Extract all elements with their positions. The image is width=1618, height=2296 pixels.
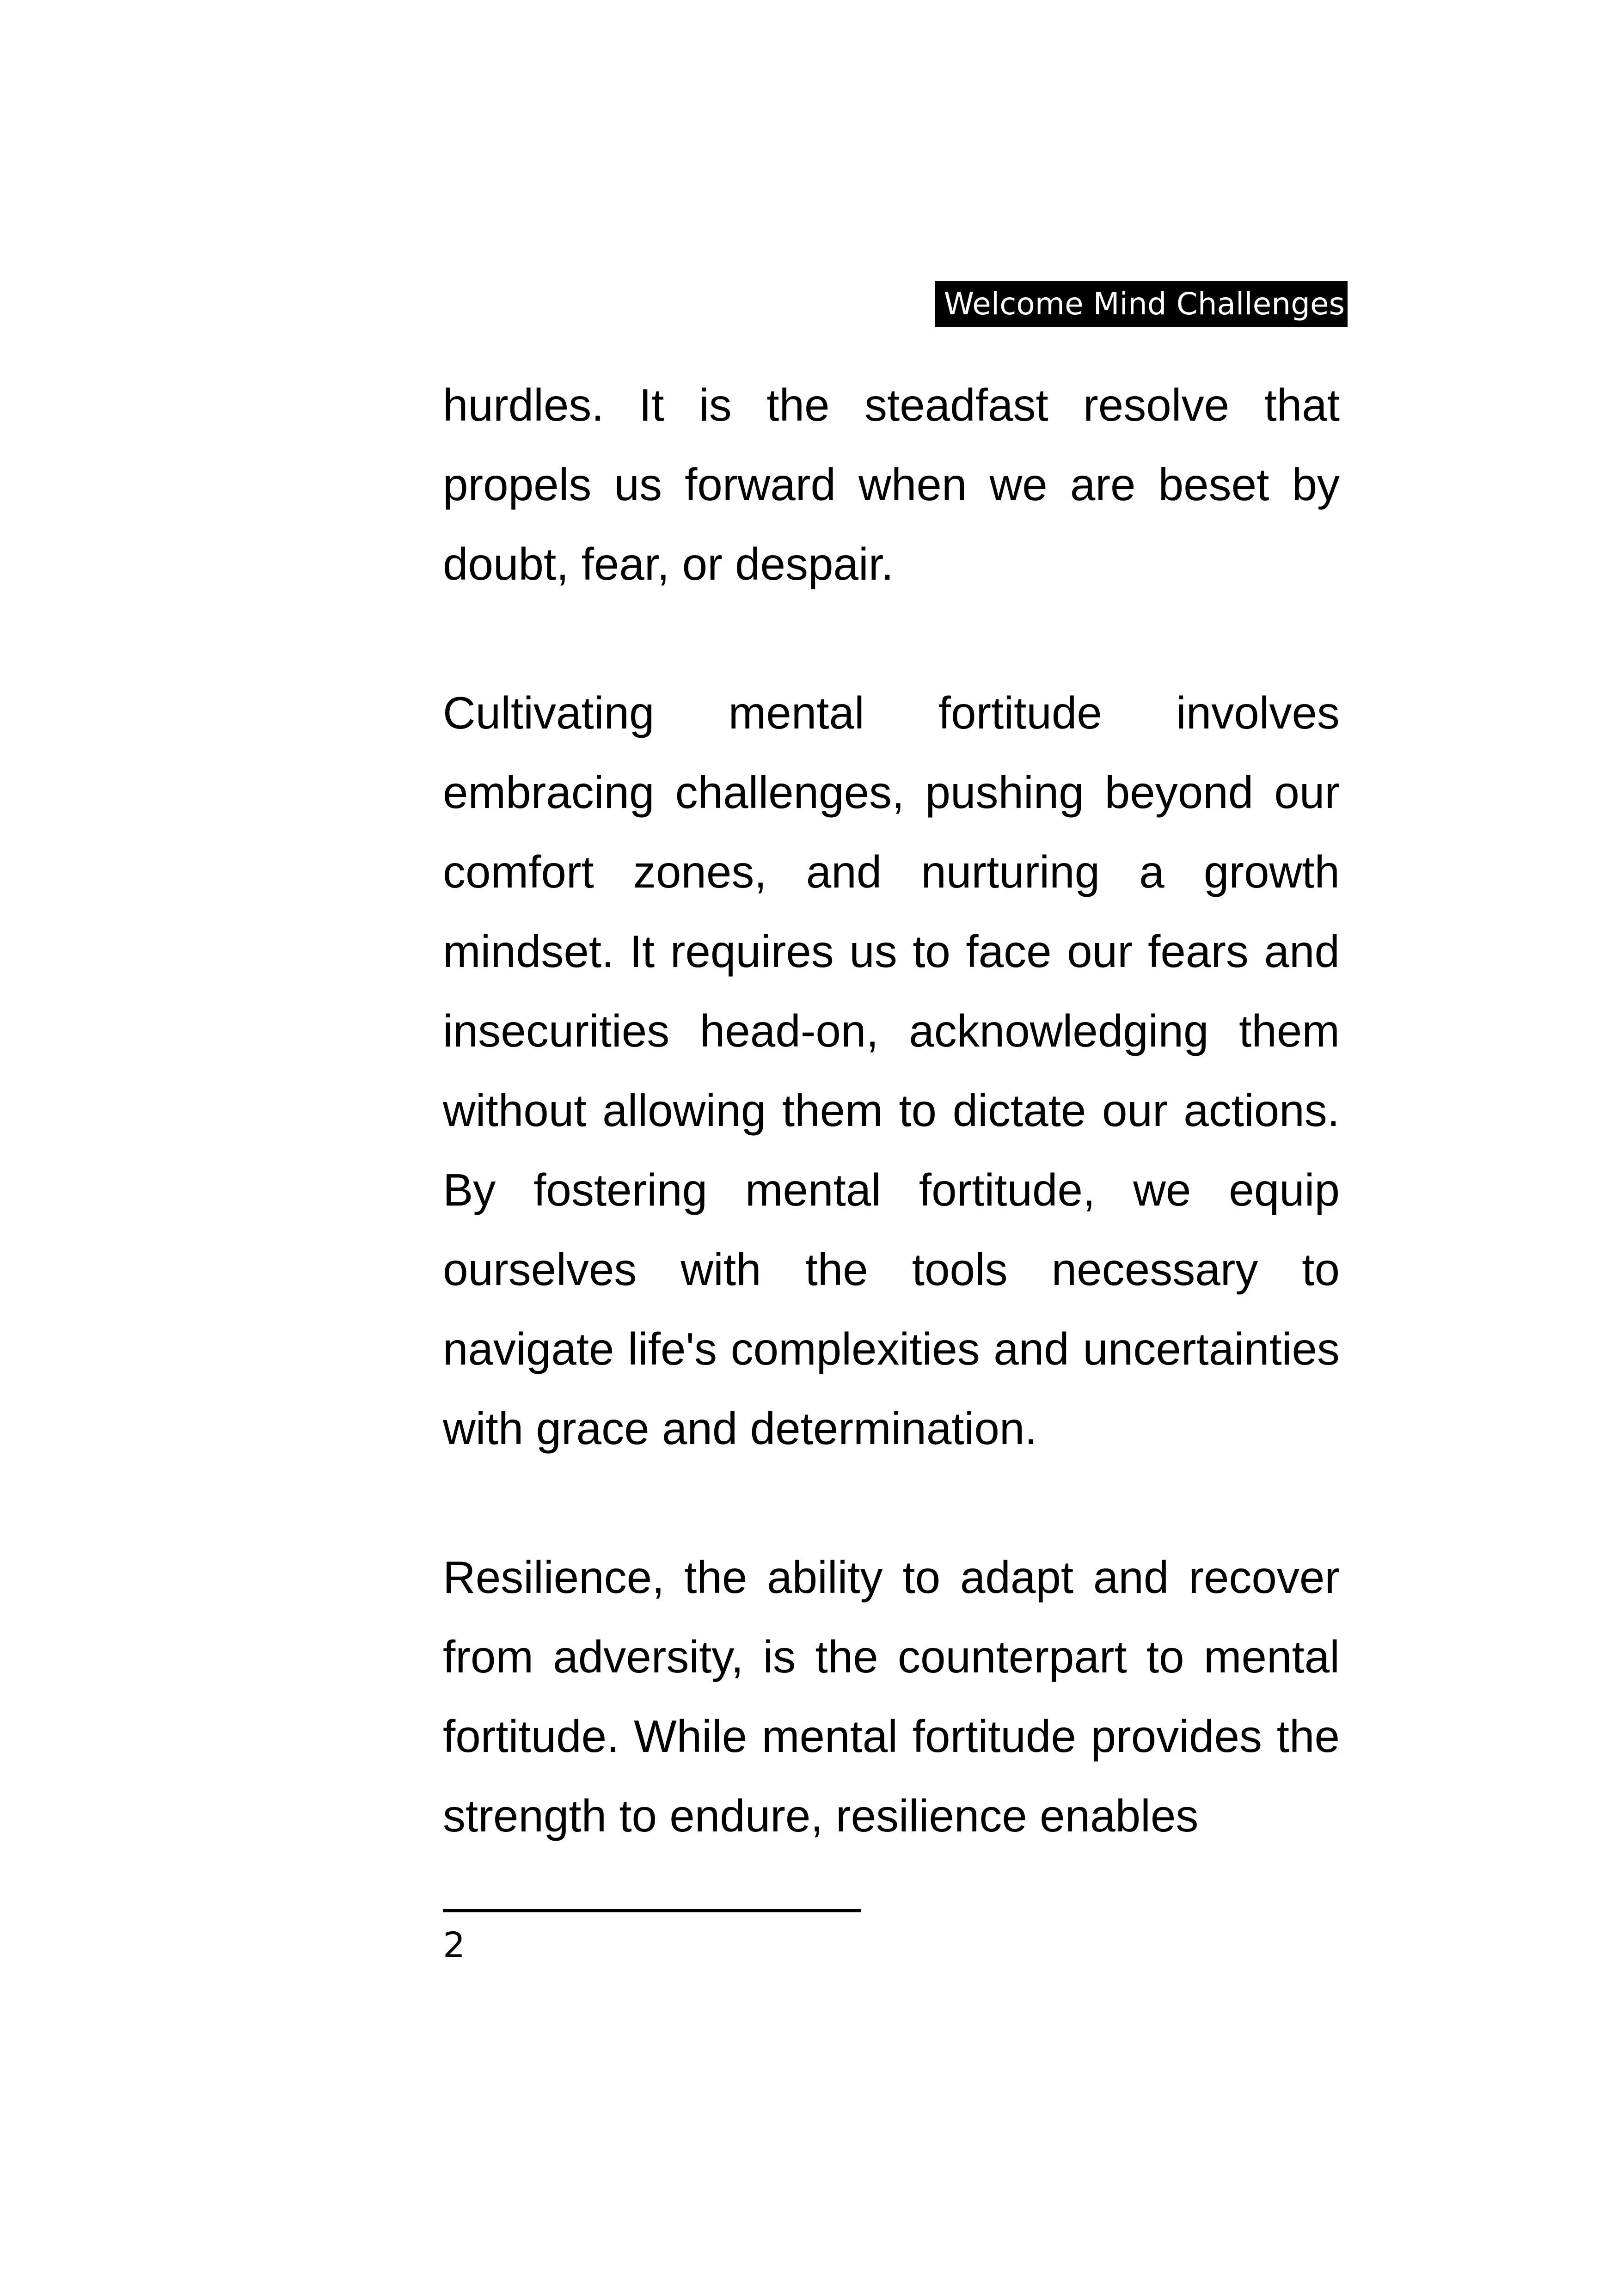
body-text [443, 365, 1340, 1855]
footnote-separator-rule [443, 1909, 861, 1912]
page-number: 2 [443, 1924, 466, 1965]
paragraph-resilience: Resilience, the ability to adapt and recover from adversity, is the counterpart to mental fortitude. While mental fortitude provides the strength to endure, resilience enables [443, 1552, 1340, 1841]
paragraph-mental-fortitude: Cultivating mental fortitude involves embracing challenges, pushing beyond our comfort zones, and nurturing a growth mindset. It requires us to face our fears and insecurities head-on, acknowledging them without allowing them to dictate our actions. By fostering mental fortitude, we equip ourselves with the tools necessary to navigate life's complexities and uncertainties with grace and determination. [443, 687, 1340, 1454]
paragraph-hurdles: hurdles. It is the steadfast resolve that propels us forward when we are beset by doubt, fear, or despair. [443, 380, 1340, 589]
running-header-title: Welcome Mind Challenges [935, 281, 1348, 327]
